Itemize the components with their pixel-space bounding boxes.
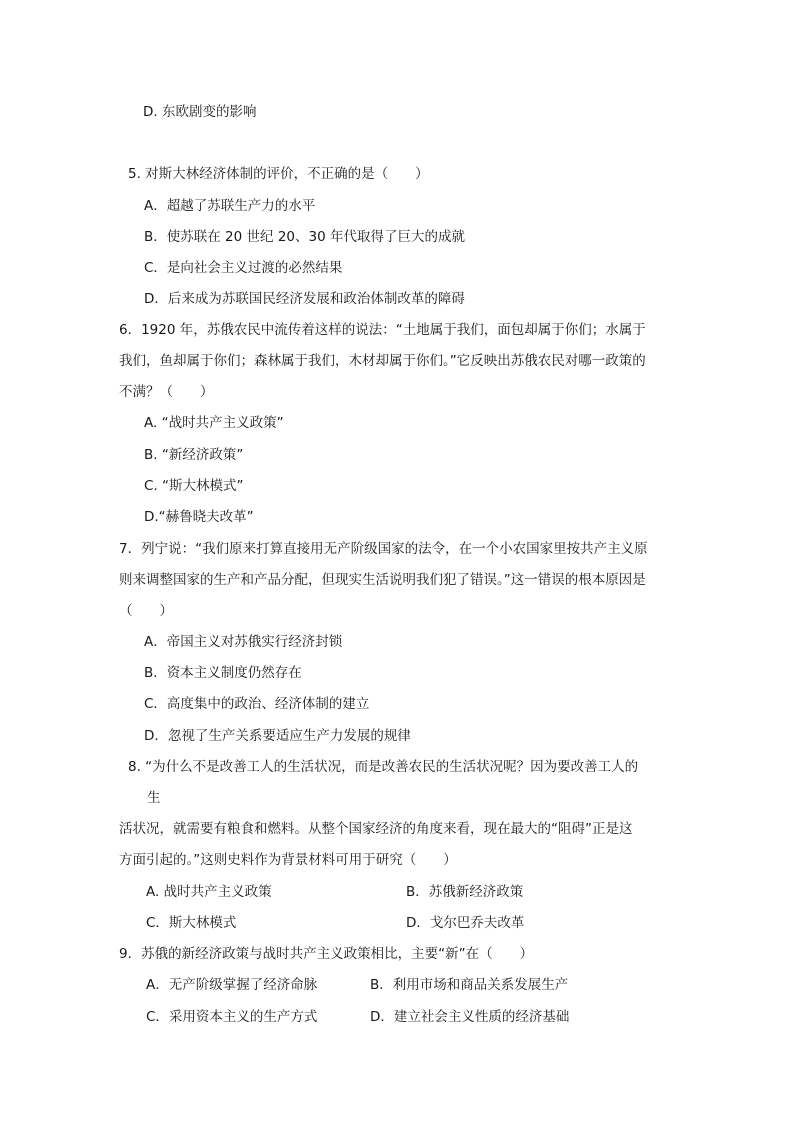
q5-option-c: C．是向社会主义过渡的必然结果: [144, 260, 343, 276]
q8-stem-line: 8. “为什么不是改善工人的生活状况，而是改善农民的生活状况呢？因为要改善工人的: [128, 759, 639, 775]
q8-option-b: B．苏俄新经济政策: [406, 884, 524, 900]
q6-stem-line: 我们，鱼却属于你们；森林属于我们，木材却属于你们。”它反映出苏俄农民对哪一政策的: [119, 353, 646, 369]
q7-stem-line: （ ）: [119, 603, 173, 619]
q6-option-c: C. “斯大林模式”: [144, 478, 244, 494]
q8-stem-line: 生: [147, 790, 161, 806]
q6-stem-line: 6．1920 年，苏俄农民中流传着这样的说法：“土地属于我们，面包却属于你们；水属于: [119, 322, 646, 338]
q5-option-b: B．使苏联在 20 世纪 20、30 年代取得了巨大的成就: [144, 229, 465, 245]
q7-stem-line: 7．列宁说：“我们原来打算直接用无产阶级国家的法令，在一个小农国家里按共产主义原: [119, 541, 648, 557]
q9-option-d: D．建立社会主义性质的经济基础: [370, 1009, 570, 1025]
q9-option-c: C．采用资本主义的生产方式: [146, 1009, 318, 1025]
q4-option-d: D. 东欧剧变的影响: [143, 104, 257, 120]
q6-option-a: A. “战时共产主义政策”: [144, 415, 284, 431]
q5-option-d: D．后来成为苏联国民经济发展和政治体制改革的障碍: [144, 291, 465, 307]
q8-option-a: A. 战时共产主义政策: [146, 884, 272, 900]
q8-option-d: D．戈尔巴乔夫改革: [406, 915, 525, 931]
q8-stem-line: 活状况，就需要有粮食和燃料。从整个国家经济的角度来看，现在最大的“阻碍”正是这: [119, 821, 633, 837]
q5-option-a: A．超越了苏联生产力的水平: [144, 198, 316, 214]
q7-option-b: B．资本主义制度仍然存在: [144, 665, 302, 681]
q8-option-c: C．斯大林模式: [146, 915, 237, 931]
q9-option-a: A．无产阶级掌握了经济命脉: [146, 977, 318, 993]
q7-option-d: D．忽视了生产关系要适应生产力发展的规律: [144, 728, 411, 744]
q5-stem: 5. 对斯大林经济体制的评价，不正确的是（ ）: [128, 166, 429, 182]
q7-option-c: C．高度集中的政治、经济体制的建立: [144, 696, 370, 712]
q9-option-b: B．利用市场和商品关系发展生产: [370, 977, 569, 993]
q9-stem: 9．苏俄的新经济政策与战时共产主义政策相比，主要“新”在（ ）: [119, 946, 534, 962]
q6-option-b: B. “新经济政策”: [144, 447, 244, 463]
q8-stem-line: 方面引起的。”这则史料作为背景材料可用于研究（ ）: [119, 852, 457, 868]
q7-option-a: A．帝国主义对苏俄实行经济封锁: [144, 634, 343, 650]
q6-option-d: D.“赫鲁晓夫改革”: [144, 509, 254, 525]
q7-stem-line: 则来调整国家的生产和产品分配，但现实生活说明我们犯了错误。”这一错误的根本原因是: [119, 572, 646, 588]
q6-stem-line: 不满？（ ）: [119, 384, 214, 400]
